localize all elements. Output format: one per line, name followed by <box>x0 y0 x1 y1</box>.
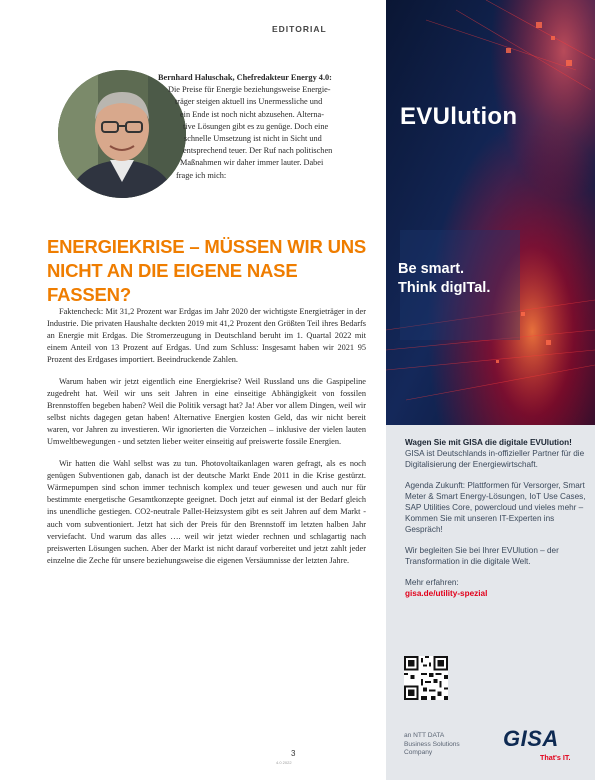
ad-title: EVUlution <box>400 103 518 130</box>
article-body <box>47 306 366 576</box>
ad-company-line: Business Solutions <box>404 740 460 748</box>
body-paragraph: Faktencheck: Mit 31,2 Prozent war Erdgas im Jahr 2020 der wichtigste Energieträger in der Industrie. Die privaten Haushalte deckten 2019 mit 41,2 Prozent den Größten Teil ihres Bedarfs an Energie mit Erdgas. Die Stromerzeugung in Deutschland beruht im 1. Quartal 2022 mit einem Anteil von 13 Prozent auf Erdgas. Und zum Schluss: Insgesamt haben wir 2021 95 Prozent des Erdgases importiert. Beeindruckende Zahlen. <box>47 307 366 365</box>
body-paragraph: Warum haben wir jetzt eigentlich eine Energiekrise? Weil Russland uns die Gaspipeline zugedreht hat. Weil wir uns seit Jahren in eine einseitige Abhängigkeit von fossilen Brennstoffen begeben haben? Weil die Politik versagt hat? Ja! Aber vor allem Dingen, weil wir selbst nichts dagegen getan haben! Alternative Energien kosten Geld, das wir nicht bereit waren, vor Jahren zu investieren. Wir ignorierten die Vorzeichen – inklusive der vielen lauten Umweltbewegungen - und setzten lieber weiter einseitig auf preiswerte fossile Energien. <box>47 376 366 447</box>
intro-line: entsprechend teuer. Der Ruf nach politischen <box>183 146 333 156</box>
intro-line: träger steigen aktuell ins Unermessliche und <box>175 97 323 107</box>
headline-line: NICHT AN DIE EIGENE NASE FASSEN? <box>47 260 298 305</box>
ad-company-line: Company <box>404 749 433 757</box>
ad-link[interactable]: gisa.de/utility-spezial <box>405 589 488 598</box>
qr-code-icon[interactable] <box>404 656 448 700</box>
ad-more-label: Mehr erfahren: <box>405 578 459 587</box>
ad-more <box>405 577 589 599</box>
article-headline <box>47 235 377 307</box>
intro-text <box>150 72 368 182</box>
body-paragraph: Wir hatten die Wahl selbst was zu tun. Photovoltaikanlagen waren gefragt, als es noch genügen Subventionen gab, danach ist der deutsche Markt Ende 2011 in die Krise gestürzt. Wärmepumpen sind schon immer technisch komplex und teuer gewesen und auch nur für bestimmte energetische Gesamtkonzepte geeignet. Doch jetzt auf einmal ist der Bedarf gleich ins unendliche gestiegen. CO2-neutrale Pallet-Heizsystem gibt es seit Jahren auf dem Markt - auch vom subventioniert. Jetzt hat sich der Preis für den Brennstoff im letzten halben Jahr verviefacht. Und warum das alles …. weil wir jetzt wieder rechnen und schlagartig nach preiswerten Lösungen suchen. Aber der Markt ist nicht darauf vorbereitet und jetzt zahlt jeder einzelne die Zeche für unsere beziehungsweise die eigenen Versäumnisse der letzten Jahre. <box>47 459 366 565</box>
intro-line: tive Lösungen gibt es zu genüge. Doch eine <box>183 121 329 131</box>
ad-tagline <box>398 260 490 298</box>
intro-line: ein Ende ist noch nicht abzusehen. Alterna- <box>180 109 324 119</box>
ad-tagline-line: Think digITal. <box>398 280 491 296</box>
ad-tagline-line: Be smart. <box>398 261 465 277</box>
ad-lead: Wagen Sie mit GISA die digitale EVUlution! GISA ist Deutschlands in-offizieller Partner für die Digitalisierung der Energiewirtschaft. <box>405 438 585 469</box>
intro-author: Bernhard Haluschak, Chefredakteur Energy 4.0: <box>158 73 332 82</box>
ad-background-graphic <box>386 0 595 425</box>
gisa-claim: That's IT. <box>540 753 571 762</box>
ad-hero-image <box>386 0 595 425</box>
ad-closing: Wir begleiten Sie bei Ihrer EVUlution – der Transformation in die digitale Welt. <box>405 546 559 566</box>
intro-line: frage ich mich: <box>176 170 227 180</box>
page-number: 3 <box>291 749 296 758</box>
intro-line: Die Preise für Energie beziehungsweise Energie- <box>168 85 331 95</box>
ad-company-info <box>404 732 460 758</box>
ad-body <box>405 437 589 609</box>
ad-company-line: an NTT DATA <box>404 732 445 739</box>
ad-agenda: Agenda Zukunft: Plattformen für Versorger, Smart Meter & Smart Energy-Lösungen, IoT Use Cases, SAP Utilities Core, powercloud und vieles mehr – Kommen Sie mit unseren IT-Experten ins Gespräch! <box>405 481 586 534</box>
page-footer-note: 4.0 2022 <box>276 760 292 765</box>
section-label: EDITORIAL <box>272 24 327 34</box>
gisa-logo[interactable]: GISA <box>503 726 559 751</box>
headline-line: ENERGIEKRISE – MÜSSEN WIR UNS <box>47 236 367 257</box>
intro-line: Maßnahmen wir daher immer lauter. Dabei <box>180 158 324 168</box>
intro-line: schnelle Umsetzung ist nicht in Sicht und <box>184 134 322 144</box>
